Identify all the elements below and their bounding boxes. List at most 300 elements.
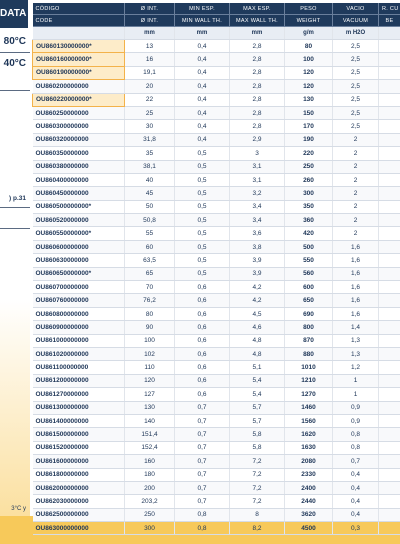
value-cell: 80 — [285, 40, 333, 53]
product-code-cell: OU860900000000 — [33, 321, 125, 334]
product-table — [32, 3, 400, 535]
table-row — [33, 522, 400, 535]
value-cell: 800 — [285, 321, 333, 334]
product-code-cell: OU860350000000 — [33, 147, 125, 160]
value-cell: 870 — [285, 334, 333, 347]
value-cell: 0,4 — [175, 40, 230, 53]
value-cell: 0,9 — [333, 414, 379, 427]
value-cell: 31,8 — [125, 133, 175, 146]
value-cell — [379, 414, 400, 427]
value-cell: 55 — [125, 227, 175, 240]
product-code-cell: OU860250000000 — [33, 106, 125, 119]
product-code-cell: OU861100000000 — [33, 361, 125, 374]
value-cell — [379, 455, 400, 468]
value-cell: 300 — [125, 522, 175, 535]
value-cell: 0,7 — [175, 414, 230, 427]
product-code-cell: OU861200000000 — [33, 374, 125, 387]
value-cell: 2 — [333, 214, 379, 227]
table-row — [33, 307, 400, 320]
col-header: Ø INT. — [125, 15, 175, 27]
value-cell: 1010 — [285, 361, 333, 374]
value-cell: 0,6 — [175, 347, 230, 360]
col-header: WEIGHT — [285, 15, 333, 27]
value-cell: 4,5 — [230, 307, 285, 320]
col-header: VACIO — [333, 3, 379, 15]
value-cell: 1,6 — [333, 281, 379, 294]
value-cell — [379, 80, 400, 93]
value-cell: 0,4 — [175, 120, 230, 133]
value-cell — [379, 468, 400, 481]
value-cell — [379, 508, 400, 521]
value-cell: 1,6 — [333, 267, 379, 280]
value-cell: 2,8 — [230, 40, 285, 53]
value-cell: 2,5 — [333, 120, 379, 133]
value-cell: 2 — [333, 133, 379, 146]
value-cell: 0,6 — [175, 307, 230, 320]
divider — [0, 207, 30, 208]
value-cell: 20 — [125, 80, 175, 93]
value-cell: 203,2 — [125, 495, 175, 508]
value-cell: 1560 — [285, 414, 333, 427]
unit-cell — [379, 27, 400, 40]
value-cell: 2 — [333, 160, 379, 173]
table-row — [33, 267, 400, 280]
table-row — [33, 374, 400, 387]
col-header: Ø INT. — [125, 3, 175, 15]
value-cell: 0,4 — [175, 106, 230, 119]
value-cell: 1,3 — [333, 347, 379, 360]
value-cell — [379, 428, 400, 441]
value-cell: 0,4 — [333, 495, 379, 508]
table-row — [33, 214, 400, 227]
value-cell: 0,7 — [175, 401, 230, 414]
value-cell: 0,6 — [175, 374, 230, 387]
header-row-es — [33, 3, 400, 15]
product-code-cell: OU861270000000 — [33, 388, 125, 401]
product-code-cell: OU861500000000 — [33, 428, 125, 441]
value-cell: 1270 — [285, 388, 333, 401]
value-cell — [379, 227, 400, 240]
table-row — [33, 468, 400, 481]
value-cell: 127 — [125, 388, 175, 401]
value-cell: 880 — [285, 347, 333, 360]
value-cell: 160 — [125, 455, 175, 468]
value-cell — [379, 120, 400, 133]
table-row — [33, 441, 400, 454]
value-cell — [379, 106, 400, 119]
divider — [0, 228, 30, 229]
value-cell — [379, 441, 400, 454]
value-cell: 2,5 — [333, 40, 379, 53]
table-row — [33, 321, 400, 334]
value-cell: 5,7 — [230, 414, 285, 427]
value-cell: 1,4 — [333, 321, 379, 334]
value-cell: 0,5 — [175, 214, 230, 227]
table-row — [33, 455, 400, 468]
page-reference: ) p.31 — [9, 195, 26, 202]
value-cell — [379, 294, 400, 307]
value-cell: 2,8 — [230, 93, 285, 106]
col-header: MIN WALL TH. — [175, 15, 230, 27]
product-code-cell: OU860300000000 — [33, 120, 125, 133]
value-cell: 130 — [285, 93, 333, 106]
value-cell: 2,5 — [333, 53, 379, 66]
table-row — [33, 401, 400, 414]
value-cell: 2,5 — [333, 66, 379, 79]
table-row — [33, 53, 400, 66]
value-cell: 600 — [285, 281, 333, 294]
value-cell: 3,6 — [230, 227, 285, 240]
product-code-cell: OU861600000000 — [33, 455, 125, 468]
value-cell: 38,1 — [125, 160, 175, 173]
value-cell: 7,2 — [230, 495, 285, 508]
table-row — [33, 133, 400, 146]
value-cell: 7,2 — [230, 481, 285, 494]
value-cell: 0,5 — [175, 173, 230, 186]
value-cell: 0,4 — [333, 481, 379, 494]
value-cell — [379, 281, 400, 294]
value-cell: 0,5 — [175, 254, 230, 267]
value-cell: 50,8 — [125, 214, 175, 227]
value-cell: 2,5 — [333, 93, 379, 106]
value-cell: 500 — [285, 240, 333, 253]
value-cell: 45 — [125, 187, 175, 200]
value-cell: 4,6 — [230, 321, 285, 334]
product-code-cell: OU860320000000 — [33, 133, 125, 146]
col-header: BE — [379, 15, 400, 27]
value-cell: 1620 — [285, 428, 333, 441]
value-cell: 130 — [125, 401, 175, 414]
unit-cell — [33, 27, 125, 40]
value-cell: 120 — [285, 80, 333, 93]
table-row — [33, 481, 400, 494]
value-cell — [379, 267, 400, 280]
product-code-cell: OU861800000000 — [33, 468, 125, 481]
table-row — [33, 334, 400, 347]
value-cell: 0,5 — [175, 240, 230, 253]
value-cell — [379, 307, 400, 320]
value-cell: 3 — [230, 147, 285, 160]
value-cell: 100 — [125, 334, 175, 347]
value-cell: 0,8 — [333, 441, 379, 454]
value-cell: 3,1 — [230, 173, 285, 186]
value-cell: 2,8 — [230, 66, 285, 79]
value-cell: 650 — [285, 294, 333, 307]
value-cell: 7,2 — [230, 468, 285, 481]
table-row — [33, 200, 400, 213]
value-cell: 2440 — [285, 495, 333, 508]
value-cell — [379, 495, 400, 508]
value-cell: 5,4 — [230, 388, 285, 401]
product-code-cell: OU861400000000 — [33, 414, 125, 427]
value-cell: 0,9 — [333, 401, 379, 414]
value-cell: 4,2 — [230, 281, 285, 294]
col-header: MIN ESP. — [175, 3, 230, 15]
value-cell: 560 — [285, 267, 333, 280]
table-row — [33, 40, 400, 53]
value-cell: 90 — [125, 321, 175, 334]
table-row — [33, 227, 400, 240]
value-cell — [379, 53, 400, 66]
value-cell: 0,4 — [333, 468, 379, 481]
value-cell — [379, 187, 400, 200]
table-row — [33, 160, 400, 173]
col-header: R. CU — [379, 3, 400, 15]
value-cell: 1,6 — [333, 240, 379, 253]
divider — [0, 90, 30, 91]
table-row — [33, 495, 400, 508]
unit-cell: mm — [125, 27, 175, 40]
table-row — [33, 93, 400, 106]
product-code-cell: OU860630000000 — [33, 254, 125, 267]
value-cell — [379, 254, 400, 267]
product-code-cell: OU860520000000 — [33, 214, 125, 227]
value-cell — [379, 361, 400, 374]
value-cell: 4,2 — [230, 294, 285, 307]
unit-cell: mm — [230, 27, 285, 40]
value-cell: 30 — [125, 120, 175, 133]
value-cell: 360 — [285, 214, 333, 227]
value-cell: 2400 — [285, 481, 333, 494]
value-cell: 0,6 — [175, 281, 230, 294]
value-cell: 0,6 — [175, 294, 230, 307]
value-cell: 2 — [333, 147, 379, 160]
value-cell: 151,4 — [125, 428, 175, 441]
product-code-cell: OU862030000000 — [33, 495, 125, 508]
temp-max-label: 80°C — [3, 36, 26, 47]
value-cell: 3,9 — [230, 254, 285, 267]
table-row — [33, 347, 400, 360]
value-cell: 250 — [125, 508, 175, 521]
value-cell — [379, 40, 400, 53]
product-code-cell: OU860600000000 — [33, 240, 125, 253]
value-cell: 50 — [125, 200, 175, 213]
value-cell: 120 — [125, 374, 175, 387]
value-cell: 22 — [125, 93, 175, 106]
value-cell: 420 — [285, 227, 333, 240]
value-cell: 0,4 — [175, 53, 230, 66]
value-cell — [379, 334, 400, 347]
product-code-cell: OU863000000000 — [33, 522, 125, 535]
value-cell: 2,8 — [230, 80, 285, 93]
value-cell: 2 — [333, 200, 379, 213]
value-cell: 2 — [333, 173, 379, 186]
value-cell: 0,8 — [333, 428, 379, 441]
product-code-cell: OU861000000000 — [33, 334, 125, 347]
value-cell: 5,8 — [230, 441, 285, 454]
value-cell: 690 — [285, 307, 333, 320]
table-row — [33, 361, 400, 374]
value-cell: 2,5 — [333, 106, 379, 119]
product-code-cell: OU860650000000* — [33, 267, 125, 280]
value-cell: 60 — [125, 240, 175, 253]
value-cell: 0,4 — [175, 66, 230, 79]
product-code-cell: OU860160000000* — [33, 53, 125, 66]
value-cell: 3,1 — [230, 160, 285, 173]
value-cell: 3620 — [285, 508, 333, 521]
value-cell: 2,9 — [230, 133, 285, 146]
value-cell: 1460 — [285, 401, 333, 414]
value-cell: 70 — [125, 281, 175, 294]
value-cell: 0,7 — [175, 455, 230, 468]
value-cell: 550 — [285, 254, 333, 267]
product-code-cell: OU860450000000 — [33, 187, 125, 200]
value-cell — [379, 522, 400, 535]
value-cell: 190 — [285, 133, 333, 146]
value-cell — [379, 481, 400, 494]
value-cell: 8,2 — [230, 522, 285, 535]
table-row — [33, 294, 400, 307]
value-cell: 2,5 — [333, 80, 379, 93]
value-cell — [379, 240, 400, 253]
product-code-cell: OU860220000000* — [33, 93, 125, 106]
value-cell: 110 — [125, 361, 175, 374]
value-cell: 2,8 — [230, 106, 285, 119]
value-cell: 4500 — [285, 522, 333, 535]
value-cell — [379, 347, 400, 360]
value-cell: 80 — [125, 307, 175, 320]
product-code-cell: OU860130000000* — [33, 40, 125, 53]
value-cell: 1,6 — [333, 254, 379, 267]
value-cell: 0,3 — [333, 522, 379, 535]
value-cell: 63,5 — [125, 254, 175, 267]
col-header: CODE — [33, 15, 125, 27]
value-cell: 40 — [125, 173, 175, 186]
value-cell: 3,8 — [230, 240, 285, 253]
value-cell: 2080 — [285, 455, 333, 468]
table-row — [33, 388, 400, 401]
product-code-cell: OU860400000000 — [33, 173, 125, 186]
table-row — [33, 120, 400, 133]
value-cell: 0,6 — [175, 334, 230, 347]
value-cell: 2330 — [285, 468, 333, 481]
value-cell: 1,3 — [333, 334, 379, 347]
value-cell — [379, 374, 400, 387]
value-cell: 5,8 — [230, 428, 285, 441]
value-cell: 0,7 — [175, 428, 230, 441]
value-cell: 25 — [125, 106, 175, 119]
value-cell: 2,8 — [230, 53, 285, 66]
value-cell: 35 — [125, 147, 175, 160]
table-row — [33, 173, 400, 186]
table-row — [33, 414, 400, 427]
value-cell: 19,1 — [125, 66, 175, 79]
table-row — [33, 147, 400, 160]
divider — [0, 52, 30, 53]
value-cell: 76,2 — [125, 294, 175, 307]
table-row — [33, 187, 400, 200]
value-cell: 0,4 — [175, 133, 230, 146]
value-cell — [379, 214, 400, 227]
left-panel — [0, 0, 30, 544]
table-row — [33, 428, 400, 441]
product-code-cell: OU862000000000 — [33, 481, 125, 494]
unit-cell: m H2O — [333, 27, 379, 40]
value-cell: 1,6 — [333, 307, 379, 320]
value-cell: 0,8 — [175, 508, 230, 521]
value-cell: 7,2 — [230, 455, 285, 468]
value-cell: 0,7 — [175, 495, 230, 508]
value-cell: 5,7 — [230, 401, 285, 414]
col-header: VACUUM — [333, 15, 379, 27]
value-cell: 150 — [285, 106, 333, 119]
value-cell: 100 — [285, 53, 333, 66]
product-code-cell: OU860200000000 — [33, 80, 125, 93]
value-cell: 102 — [125, 347, 175, 360]
value-cell: 0,5 — [175, 160, 230, 173]
units-row — [33, 27, 400, 40]
table-row — [33, 80, 400, 93]
product-code-cell: OU862500000000 — [33, 508, 125, 521]
product-code-cell: OU860700000000 — [33, 281, 125, 294]
value-cell: 5,1 — [230, 361, 285, 374]
value-cell: 3,9 — [230, 267, 285, 280]
value-cell: 0,8 — [175, 522, 230, 535]
value-cell: 0,5 — [175, 227, 230, 240]
value-cell: 250 — [285, 160, 333, 173]
product-code-cell: OU860190000000* — [33, 66, 125, 79]
value-cell: 0,5 — [175, 200, 230, 213]
product-code-cell: OU861300000000 — [33, 401, 125, 414]
value-cell: 0,6 — [175, 361, 230, 374]
left-gradient — [0, 300, 30, 516]
value-cell: 1,2 — [333, 361, 379, 374]
value-cell: 152,4 — [125, 441, 175, 454]
value-cell: 220 — [285, 147, 333, 160]
value-cell: 120 — [285, 66, 333, 79]
value-cell — [379, 200, 400, 213]
value-cell — [379, 321, 400, 334]
col-header: MAX ESP. — [230, 3, 285, 15]
value-cell: 1210 — [285, 374, 333, 387]
value-cell: 3,4 — [230, 200, 285, 213]
col-header: CÓDIGO — [33, 3, 125, 15]
value-cell: 1 — [333, 374, 379, 387]
value-cell: 4,8 — [230, 347, 285, 360]
value-cell: 0,4 — [175, 80, 230, 93]
value-cell: 2 — [333, 227, 379, 240]
product-code-cell: OU860800000000 — [33, 307, 125, 320]
value-cell: 16 — [125, 53, 175, 66]
value-cell — [379, 93, 400, 106]
value-cell: 0,5 — [175, 187, 230, 200]
value-cell: 2 — [333, 187, 379, 200]
value-cell: 350 — [285, 200, 333, 213]
value-cell: 3,4 — [230, 214, 285, 227]
value-cell: 1,6 — [333, 294, 379, 307]
value-cell — [379, 401, 400, 414]
value-cell: 0,6 — [175, 321, 230, 334]
value-cell: 260 — [285, 173, 333, 186]
value-cell: 140 — [125, 414, 175, 427]
value-cell: 3,2 — [230, 187, 285, 200]
value-cell: 0,7 — [333, 455, 379, 468]
value-cell: 170 — [285, 120, 333, 133]
value-cell — [379, 66, 400, 79]
table-row — [33, 106, 400, 119]
value-cell: 180 — [125, 468, 175, 481]
value-cell: 13 — [125, 40, 175, 53]
value-cell: 300 — [285, 187, 333, 200]
table-row — [33, 281, 400, 294]
value-cell — [379, 147, 400, 160]
value-cell: 0,4 — [333, 508, 379, 521]
value-cell — [379, 388, 400, 401]
value-cell: 0,7 — [175, 441, 230, 454]
value-cell — [379, 173, 400, 186]
value-cell: 0,5 — [175, 267, 230, 280]
value-cell: 4,8 — [230, 334, 285, 347]
